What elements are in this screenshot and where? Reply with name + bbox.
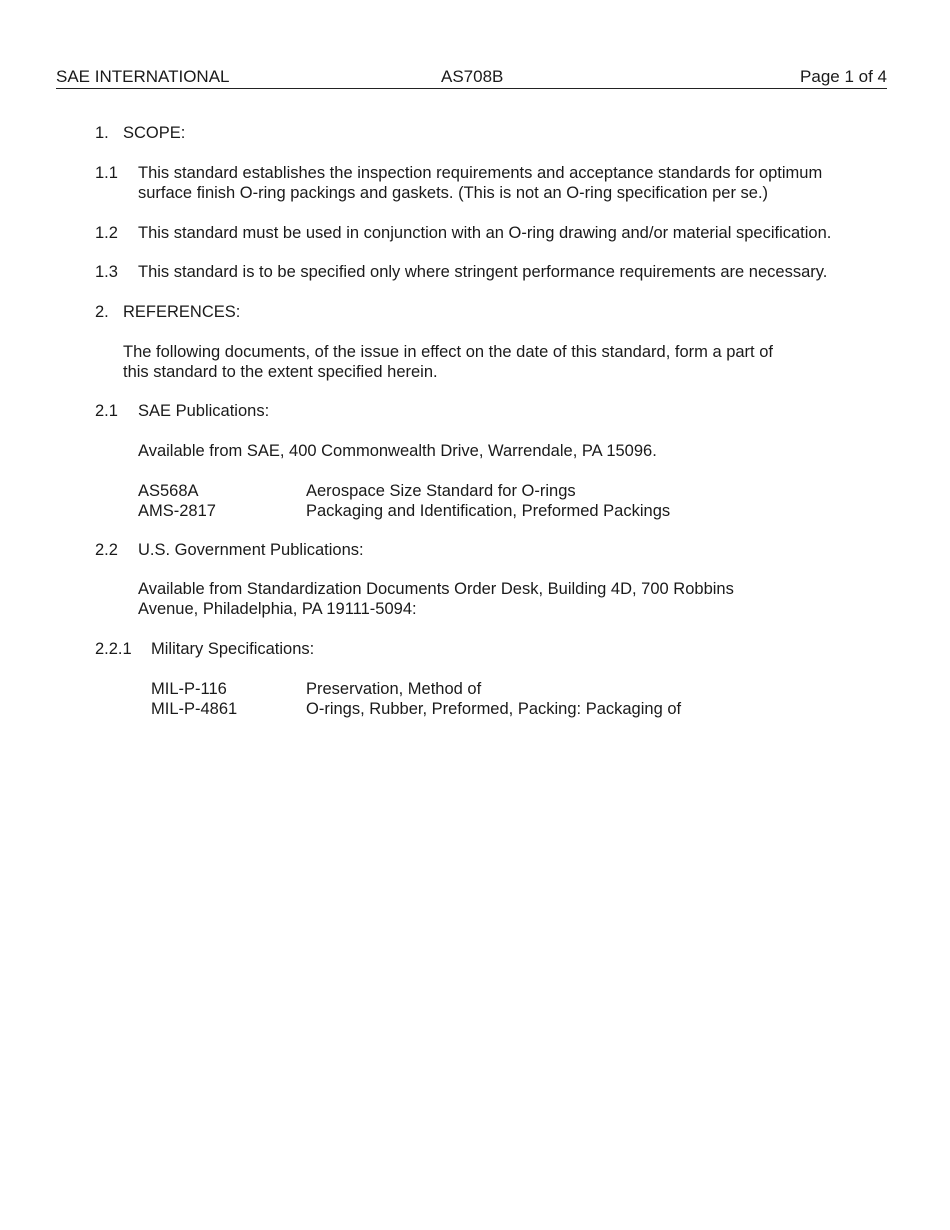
section-2-title: REFERENCES: xyxy=(123,303,241,321)
item-2-1-title: SAE Publications: xyxy=(138,402,270,420)
item-2-2-number: 2.2 xyxy=(95,541,118,559)
header-page-number: Page 1 of 4 xyxy=(800,67,887,86)
item-2-1-number: 2.1 xyxy=(95,402,118,420)
header-org: SAE INTERNATIONAL xyxy=(56,67,230,86)
mil-doc-title: O-rings, Rubber, Preformed, Packing: Packaging of xyxy=(306,700,682,718)
references-intro-line-1: The following documents, of the issue in effect on the date of this standard, form a part of xyxy=(123,343,773,361)
mil-doc-id: MIL-P-116 xyxy=(151,680,227,698)
references-intro-line-2: this standard to the extent specified herein. xyxy=(123,363,438,381)
sae-doc-id: AS568A xyxy=(138,482,199,500)
page-header xyxy=(56,66,887,89)
sae-doc-title: Aerospace Size Standard for O-rings xyxy=(306,482,576,500)
section-2-number: 2. xyxy=(95,303,109,321)
item-2-2-1-title: Military Specifications: xyxy=(151,640,315,658)
sae-availability: Available from SAE, 400 Commonwealth Drive, Warrendale, PA 15096. xyxy=(138,442,657,460)
section-1-title: SCOPE: xyxy=(123,124,186,142)
item-1-2-line-1: This standard must be used in conjunction with an O-ring drawing and/or material specification. xyxy=(138,224,832,242)
gov-availability-line-1: Available from Standardization Documents Order Desk, Building 4D, 700 Robbins xyxy=(138,580,734,598)
sae-doc-title: Packaging and Identification, Preformed Packings xyxy=(306,502,671,520)
item-2-2-title: U.S. Government Publications: xyxy=(138,541,364,559)
item-1-1-line-2: surface finish O-ring packings and gaskets. (This is not an O-ring specification per se.) xyxy=(138,184,769,202)
sae-doc-id: AMS-2817 xyxy=(138,502,216,520)
mil-doc-title: Preservation, Method of xyxy=(306,680,482,698)
item-2-2-1-number: 2.2.1 xyxy=(95,640,132,658)
gov-availability-line-2: Avenue, Philadelphia, PA 19111-5094: xyxy=(138,600,417,618)
item-1-3-number: 1.3 xyxy=(95,263,118,281)
header-doc-number: AS708B xyxy=(441,67,504,86)
item-1-3-line-1: This standard is to be specified only where stringent performance requirements are necessary. xyxy=(138,263,828,281)
section-1-number: 1. xyxy=(95,124,109,142)
item-1-1-number: 1.1 xyxy=(95,164,118,182)
item-1-1-line-1: This standard establishes the inspection requirements and acceptance standards for optimum xyxy=(138,164,823,182)
mil-doc-id: MIL-P-4861 xyxy=(151,700,238,718)
item-1-2-number: 1.2 xyxy=(95,224,118,242)
